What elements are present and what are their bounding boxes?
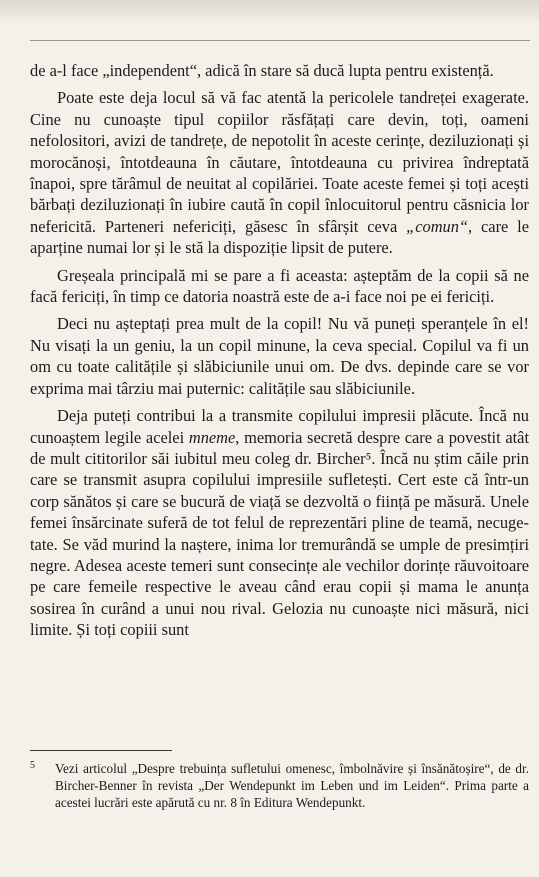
footnote-body (30, 760, 529, 812)
footnote-marker: 5 (30, 760, 35, 771)
paragraph: de a-l face „independent“, adică în stare să ducă lupta pentru existență. (30, 61, 494, 80)
paragraph: Greșeala principală mi se pare a fi aceasta: așteptăm de la copii să ne facă fericiți, în timp ce datoria noastră este de a-i face noi pe ei fericiți. (30, 265, 529, 307)
footnote-rule (30, 750, 172, 751)
header-rule (30, 40, 530, 41)
paragraph: Deci nu așteptați prea mult de la copil! Nu vă puneți speranțele în el! Nu visați la un geniu, la un copil minune, la ceva special. Copilul va fi un om cu toate calitățile și slăbiciunile unui om. De dvs. depinde care se vor exprima mai târziu mai puternic: calitățile sau slăbiciunile. (30, 314, 529, 398)
page-top-edge (0, 0, 539, 24)
footnote-text: Vezi articolul „Despre trebuința sufletului omenesc, îmbolnăvire și însănătoșire“, de dr. Bircher-Benner în revista „Der Wendepunkt im Leben und im Leiden“. Prima parte a acestei lucrări este apărută cu nr. 8 în Editura Wendepunkt. (55, 761, 529, 811)
paragraph: Poate este deja locul să vă fac atentă la pericolele tandreței exagerate. Cine nu cunoaște tipul copiilor răsfățați care devin, toți, oameni nefolositori, avizi de tandrețe, de nepotolit în aceste cerințe, deziluzionați și morocănoși, întotdeauna în căutare, întotdeauna cu privirea îndreptată înapoi, spre tărâmul de neuitat al copilăriei. Toate aceste femei și toți acești bărbați deziluzionați în iubire caută în copil înlocuitorul pentru căsnicia lor nefericită. Parteneri nefericiți, găsesc în sfârșit ceva „comun“, care le aparține numai lor și le stă la dispoziție lipsit de putere. (30, 88, 530, 258)
body-text (30, 60, 529, 641)
footnote (30, 760, 529, 812)
paragraph: Deja puteți contribui la a transmite copilului impresii plăcute. Încă nu cunoaștem legile acelei mneme, memoria secretă despre care a povestit atât de mult cititorilor săi iubitul meu coleg dr. Bircher⁵. Încă nu știm căile prin care se transmit asupra copilului impresiile sufletești. Cert este că într-un corp sănătos și care se bucură de viață se dezvoltă o ființă pe măsură. Unele femei însărcinate suferă de tot felul de reprezentări pline de teamă, necugetate. Se văd murind la naștere, inima lor tremurândă se umple de presimțiri negre. Adesea aceste temeri sunt consecințe ale vechilor dorințe răuvoitoare pe care femeile respective le aveau când erau copii și mama le anunța sosirea în curând a unui nou rival. Gelozia nu cunoaște nici măsură, nici limite. Și toți copiii sunt (30, 406, 530, 640)
